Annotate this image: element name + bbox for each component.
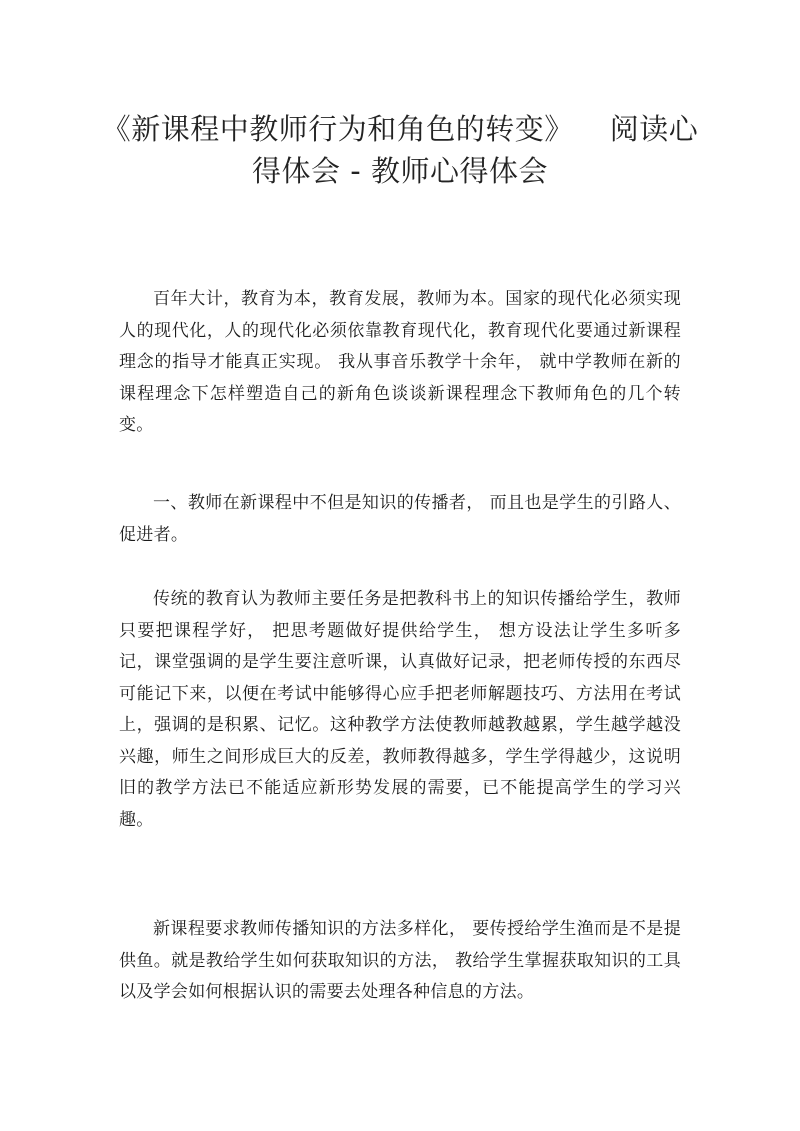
title-line-2: 得体会 - 教师心得体会: [252, 154, 548, 188]
paragraph-traditional-education: 传统的教育认为教师主要任务是把教科书上的知识传播给学生，教师只要把课程学好， 把思考题做好提供给学生， 想方设法让学生多听多记，课堂强调的是学生要注意听课，认真做好记录，把老师传授的东西尽可能记下来，以便在考试中能够得心应手把老师解题技巧、方法用在考试上，强调的是积累、记忆。这种教学方法使教师越教越累，学生越学越没兴趣，师生之间形成巨大的反差，教师教得越多，学生学得越少，这说明旧的教学方法已不能适应新形势发展的需要，已不能提高学生的学习兴趣。: [119, 589, 681, 830]
paragraph-intro: 百年大计，教育为本，教育发展，教师为本。国家的现代化必须实现人的现代化，人的现代化必须依靠教育现代化，教育现代化要通过新课程理念的指导才能真正实现。 我从事音乐教学十余年， 就中学教师在新的课程理念下怎样塑造自己的新角色谈谈新课程理念下教师角色的几个转变。: [119, 289, 681, 435]
paragraph-new-curriculum: 新课程要求教师传播知识的方法多样化， 要传授给学生渔而是不是提供鱼。就是教给学生如何获取知识的方法， 教给学生掌握获取知识的工具以及学会如何根据认识的需要去处理各种信息的方法。: [119, 919, 681, 1002]
title-line-1-main: 《新课程中教师行为和角色的转变》: [101, 112, 574, 146]
paragraph-heading-one: 一、教师在新课程中不但是知识的传播者， 而且也是学生的引路人、促进者。: [119, 493, 681, 545]
document-title: [100, 108, 700, 192]
title-line-1: [100, 108, 700, 150]
title-line-1-tail: 阅读心: [609, 112, 699, 146]
